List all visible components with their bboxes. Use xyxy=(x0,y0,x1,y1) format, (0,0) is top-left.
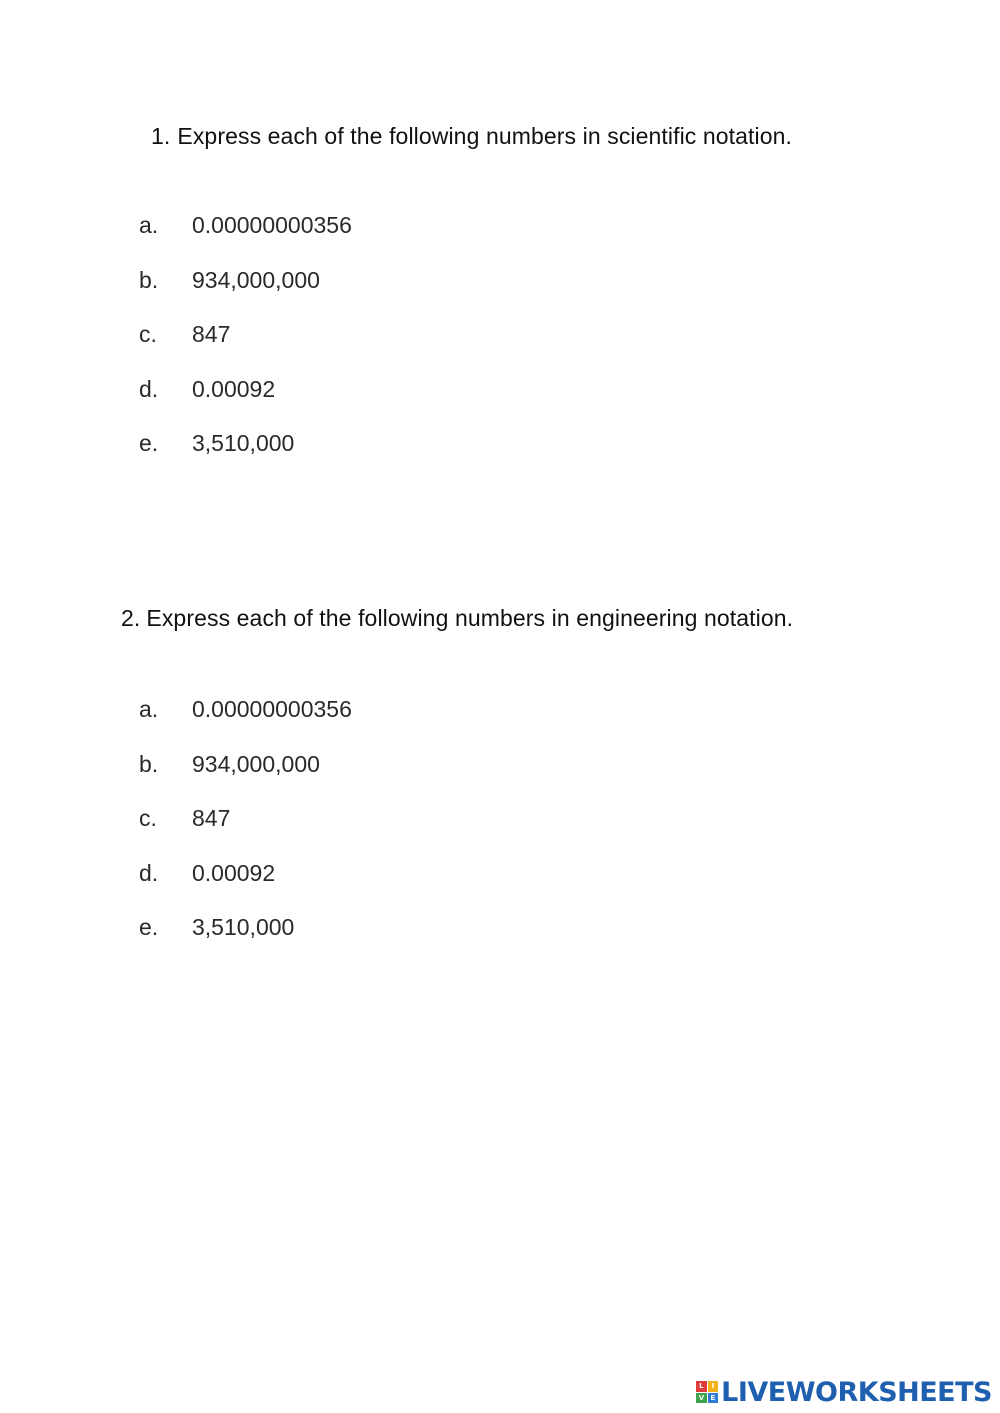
list-item xyxy=(139,751,352,806)
question-2-item-list xyxy=(139,696,352,969)
item-value: 3,510,000 xyxy=(192,914,295,940)
liveworksheets-logo-text: LIVEWORKSHEETS xyxy=(721,1376,992,1408)
question-2-prompt xyxy=(121,605,793,632)
question-1-number: 1. xyxy=(151,123,171,149)
item-value: 847 xyxy=(192,321,231,347)
item-letter: d. xyxy=(139,859,159,886)
liveworksheets-logo-icon xyxy=(696,1381,718,1403)
item-letter: c. xyxy=(139,805,157,831)
question-1-item-list xyxy=(139,212,352,485)
item-value: 0.00000000356 xyxy=(192,696,352,722)
question-2-text: Express each of the following numbers in engineering notation. xyxy=(146,605,794,631)
item-letter: d. xyxy=(139,375,159,402)
item-letter: e. xyxy=(139,430,159,456)
list-item xyxy=(139,805,352,860)
item-value: 847 xyxy=(192,805,231,831)
list-item xyxy=(139,321,352,376)
list-item xyxy=(139,860,352,915)
item-value: 934,000,000 xyxy=(192,750,320,777)
item-value: 934,000,000 xyxy=(192,266,320,293)
list-item xyxy=(139,914,352,969)
logo-tile-e: E xyxy=(708,1393,719,1404)
question-1-prompt xyxy=(151,123,792,150)
item-letter: a. xyxy=(139,212,159,238)
list-item xyxy=(139,376,352,431)
logo-tile-v: V xyxy=(696,1393,707,1404)
item-value: 0.00092 xyxy=(192,859,276,886)
item-value: 0.00092 xyxy=(192,375,276,402)
item-value: 3,510,000 xyxy=(192,430,295,456)
item-letter: a. xyxy=(139,696,159,722)
item-letter: b. xyxy=(139,266,159,293)
logo-tile-l: L xyxy=(696,1381,707,1392)
item-letter: b. xyxy=(139,750,159,777)
list-item xyxy=(139,696,352,751)
list-item xyxy=(139,212,352,267)
list-item xyxy=(139,267,352,322)
logo-tile-i: I xyxy=(708,1381,719,1392)
question-1-text: Express each of the following numbers in scientific notation. xyxy=(177,123,793,149)
question-2-number: 2. xyxy=(121,605,141,631)
item-letter: c. xyxy=(139,321,157,347)
item-letter: e. xyxy=(139,914,159,940)
liveworksheets-logo xyxy=(696,1377,992,1407)
list-item xyxy=(139,430,352,485)
item-value: 0.00000000356 xyxy=(192,212,352,238)
